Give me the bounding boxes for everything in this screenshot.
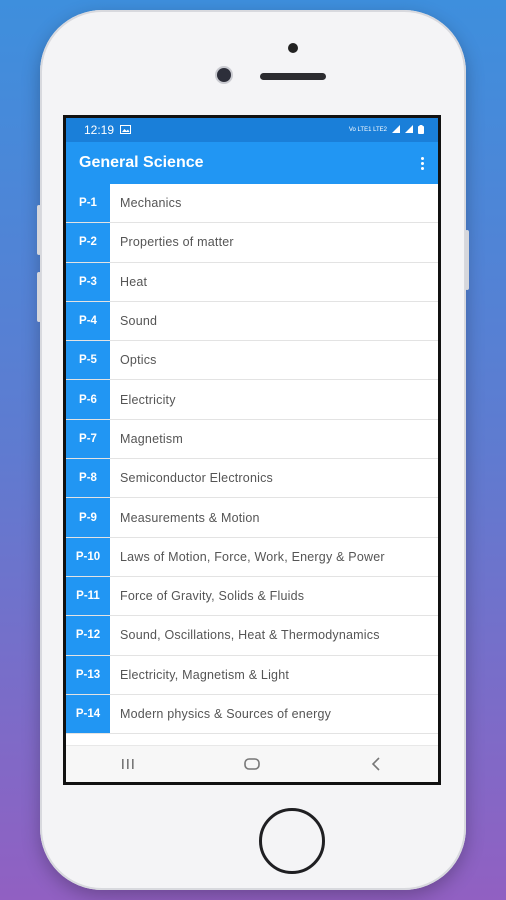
sensor-dot: [288, 43, 298, 53]
list-item[interactable]: [66, 302, 438, 341]
topic-code: P-10: [66, 538, 110, 576]
front-camera: [217, 68, 231, 82]
volume-button: [37, 205, 41, 255]
status-indicator-text: Vo LTE1 LTE2: [348, 127, 387, 133]
list-item[interactable]: [66, 498, 438, 537]
signal-icon: [392, 125, 400, 135]
list-item[interactable]: [66, 223, 438, 262]
topic-title: Properties of matter: [120, 235, 234, 250]
battery-icon: [418, 125, 424, 136]
topic-code: P-9: [66, 498, 110, 536]
list-item[interactable]: [66, 184, 438, 223]
topic-code: P-11: [66, 577, 110, 615]
list-item[interactable]: [66, 577, 438, 616]
topic-list: [66, 184, 438, 734]
page-title: General Science: [79, 154, 204, 171]
topic-code: P-13: [66, 656, 110, 694]
topic-title: Heat: [120, 274, 148, 289]
list-item[interactable]: [66, 656, 438, 695]
topic-code: P-2: [66, 223, 110, 261]
topic-title: Laws of Motion, Force, Work, Energy & Power: [120, 549, 385, 564]
list-item[interactable]: [66, 380, 438, 419]
home-icon[interactable]: [232, 750, 272, 778]
topic-title: Sound, Oscillations, Heat & Thermodynamics: [120, 628, 380, 643]
topic-title: Optics: [120, 353, 157, 368]
list-item[interactable]: [66, 263, 438, 302]
more-vert-icon[interactable]: [417, 153, 428, 174]
topic-title: Electricity, Magnetism & Light: [120, 667, 290, 682]
topic-code: P-3: [66, 263, 110, 301]
volume-button: [37, 272, 41, 322]
back-icon[interactable]: [356, 750, 396, 778]
list-item[interactable]: [66, 695, 438, 734]
topic-code: P-12: [66, 616, 110, 654]
topic-code: P-5: [66, 341, 110, 379]
recent-apps-icon[interactable]: [108, 750, 148, 778]
list-item[interactable]: [66, 459, 438, 498]
topic-code: P-8: [66, 459, 110, 497]
system-nav-bar: [66, 745, 438, 782]
earpiece-speaker: [260, 73, 326, 80]
topic-title: Electricity: [120, 392, 176, 407]
phone-screen: [63, 115, 441, 785]
status-bar: [66, 118, 438, 142]
topic-title: Force of Gravity, Solids & Fluids: [120, 589, 305, 604]
status-time: 12:19: [84, 123, 115, 137]
topic-code: P-7: [66, 420, 110, 458]
topic-code: P-14: [66, 695, 110, 733]
topic-title: Semiconductor Electronics: [120, 471, 273, 486]
home-button[interactable]: [259, 808, 325, 874]
topic-code: P-6: [66, 380, 110, 418]
list-item[interactable]: [66, 616, 438, 655]
status-indicators: [349, 125, 424, 136]
topic-code: P-4: [66, 302, 110, 340]
list-item[interactable]: [66, 420, 438, 459]
topic-title: Mechanics: [120, 196, 182, 211]
list-item[interactable]: [66, 341, 438, 380]
power-button: [465, 230, 469, 290]
app-bar: [66, 142, 438, 184]
signal-icon: [405, 125, 413, 135]
topic-title: Measurements & Motion: [120, 510, 260, 525]
image-icon: [120, 123, 131, 137]
topic-title: Sound: [120, 314, 158, 329]
list-item[interactable]: [66, 538, 438, 577]
topic-code: P-1: [66, 184, 110, 222]
topic-title: Magnetism: [120, 431, 183, 446]
topic-title: Modern physics & Sources of energy: [120, 707, 332, 721]
